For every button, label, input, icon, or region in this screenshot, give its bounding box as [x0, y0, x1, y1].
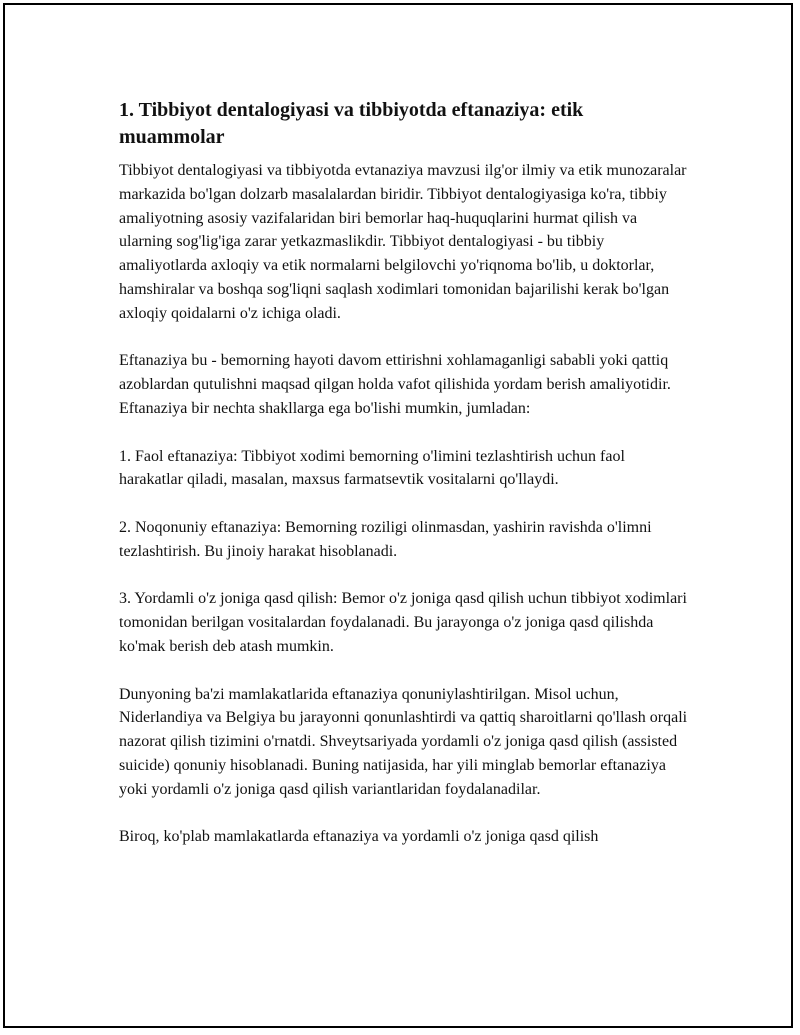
document-title: 1. Tibbiyot dentalogiyasi va tibbiyotda eftanaziya: etik muammolar: [119, 99, 584, 148]
list-item-illegal: 2. Noqonuniy eftanaziya: Bemorning roziligi olinmasdan, yashirin ravishda o'limni tezlashtirish. Bu jinoiy harakat hisoblanadi.: [119, 518, 652, 560]
list-item-active: 1. Faol eftanaziya: Tibbiyot xodimi bemorning o'limini tezlashtirish uchun faol harakatlar qiladi, masalan, maxsus farmatsevtik vositalarni qo'llaydi.: [119, 447, 625, 489]
document-content: [119, 97, 689, 873]
paragraph-intro: Tibbiyot dentalogiyasi va tibbiyotda evtanaziya mavzusi ilg'or ilmiy va etik munozaralar markazida bo'lgan dolzarb masalalardan biridir. Tibbiyot dentalogiyasiga ko'ra, tibbiy amaliyotning asosiy vazifalaridan biri bemorlar haq-huquqlarini hurmat qilish va ularning sog'lig'iga zarar yetkazmaslikdir. Tibbiyot dentalogiyasi - bu tibbiy amaliyotlarda axloqiy va etik normalarni belgilovchi yo'riqnoma bo'lib, u doktorlar, hamshiralar va boshqa sog'liqni saqlash xodimlari tomonidan bajarilishi kerak bo'lgan axloqiy qoidalarni o'z ichiga oladi.: [119, 162, 687, 322]
paragraph-however: Biroq, ko'plab mamlakatlarda eftanaziya va yordamli o'z joniga qasd qilish: [119, 828, 599, 846]
list-item-assisted: 3. Yordamli o'z joniga qasd qilish: Bemor o'z joniga qasd qilish uchun tibbiyot xodimlari tomonidan berilgan vositalardan foydalanadi. Bu jarayonga o'z joniga qasd qilishda ko'mak berish deb atash mumkin.: [119, 590, 687, 655]
document-page: [3, 3, 793, 1028]
paragraph-countries: Dunyoning ba'zi mamlakatlarida eftanaziya qonuniylashtirilgan. Misol uchun, Niderlandiya va Belgiya bu jarayonni qonunlashtirdi va qattiq sharoitlarni qo'llash orqali nazorat qilish tizimini o'rnatdi. Shveytsariyada yordamli o'z joniga qasd qilish (assisted suicide) qonuniy hisoblanadi. Buning natijasida, har yili minglab bemorlar eftanaziya yoki yordamli o'z joniga qasd qilish variantlaridan foydalanadilar.: [119, 685, 688, 798]
paragraph-definition: Eftanaziya bu - bemorning hayoti davom ettirishni xohlamaganligi sababli yoki qattiq azoblardan qutulishni maqsad qilgan holda vafot qilishida yordam berish amaliyotidir. Eftanaziya bir nechta shakllarga ega bo'lishi mumkin, jumladan:: [119, 352, 671, 417]
